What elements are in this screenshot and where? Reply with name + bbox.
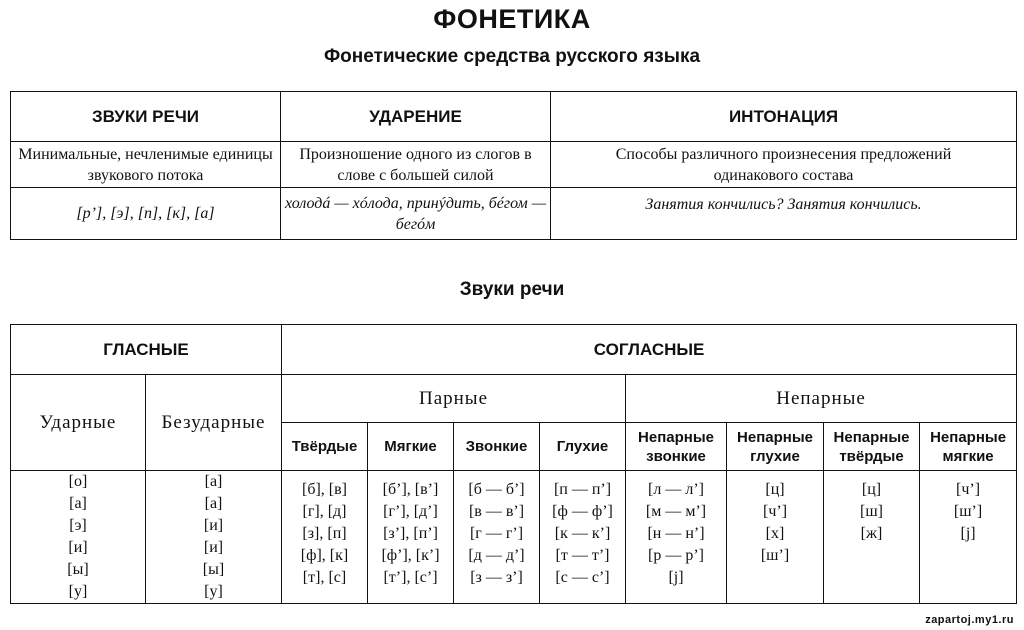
page-subtitle: Фонетические средства русского языка [323, 46, 701, 67]
sound-item: [н — н’] [647, 525, 705, 542]
vowels-header: ГЛАСНЫЕ [11, 325, 282, 375]
sound-item: [з’], [п’] [383, 525, 438, 542]
sound-item: [з — з’] [470, 569, 523, 586]
voiced-list [454, 471, 540, 604]
sound-item: [м — м’] [645, 503, 707, 520]
sound-item: [а] [204, 495, 223, 512]
phonetic-means-table [10, 91, 1017, 240]
desc-sounds: Минимальные, нечленимые единицы звукового потока [11, 142, 281, 188]
sound-item: [э] [69, 517, 87, 534]
sound-item: [ф’], [к’] [381, 547, 440, 564]
sound-item: [к — к’] [554, 525, 611, 542]
paired-header: Парные [282, 375, 626, 423]
sound-item: [ш] [860, 503, 883, 520]
unpaired-header: Непарные [626, 375, 1017, 423]
sound-item: [с — с’] [555, 569, 610, 586]
header-sounds: ЗВУКИ РЕЧИ [11, 92, 281, 142]
sound-item: [и] [68, 539, 88, 556]
sound-item: [г — г’] [469, 525, 524, 542]
col-header-unpaired-soft: Непарные мягкие [920, 423, 1017, 471]
unpaired-voiceless-list [727, 471, 824, 604]
col-header-unpaired-hard: Непарные твёрдые [824, 423, 920, 471]
sound-item: [ч’] [956, 481, 981, 498]
sound-item: [в — в’] [468, 503, 525, 520]
sound-item: [б — б’] [468, 481, 525, 498]
unpaired-voiced-list [626, 471, 727, 604]
sound-item: [т’], [с’] [383, 569, 438, 586]
sound-item: [о] [68, 473, 88, 490]
sound-item: [у] [68, 583, 88, 600]
unpaired-hard-list [824, 471, 920, 604]
sound-item: [ф — ф’] [552, 503, 613, 520]
col-header-unpaired-voiced: Непарные звонкие [626, 423, 727, 471]
sound-item: [ш’] [760, 547, 790, 564]
soft-list [368, 471, 454, 604]
sound-item: [ц] [765, 481, 785, 498]
sound-item: [ы] [202, 561, 225, 578]
sound-item: [ф], [к] [300, 547, 349, 564]
sound-item: [г], [д] [302, 503, 347, 520]
sound-item: [j] [960, 525, 976, 542]
example-sounds: [р’], [э], [п], [к], [а] [11, 188, 281, 240]
col-header-hard: Твёрдые [282, 423, 368, 471]
voiceless-list [540, 471, 626, 604]
sounds-title: Звуки речи [459, 279, 565, 300]
col-header-voiceless: Глухие [540, 423, 626, 471]
col-header-unpaired-voiceless: Непарные глухие [727, 423, 824, 471]
sound-item: [б], [в] [301, 481, 347, 498]
header-intonation: ИНТОНАЦИЯ [551, 92, 1017, 142]
sound-item: [д — д’] [468, 547, 525, 564]
speech-sounds-table [10, 324, 1017, 604]
sound-item: [з], [п] [302, 525, 347, 542]
sound-item: [ж] [860, 525, 883, 542]
header-stress: УДАРЕНИЕ [281, 92, 551, 142]
sound-item: [л — л’] [648, 481, 704, 498]
sound-item: [а] [69, 495, 87, 512]
sound-item: [у] [204, 583, 223, 600]
sound-item: [т], [с] [302, 569, 347, 586]
sound-item: [п — п’] [553, 481, 612, 498]
sound-item: [х] [765, 525, 785, 542]
sound-item: [ы] [67, 561, 89, 578]
unstressed-header: Безударные [146, 375, 282, 471]
sound-item: [а] [204, 473, 223, 490]
hard-list [282, 471, 368, 604]
sound-item: [ч’] [762, 503, 788, 520]
sound-item: [б’], [в’] [382, 481, 439, 498]
watermark: zapartoj.my1.ru [925, 614, 1014, 626]
page-title: ФОНЕТИКА [433, 4, 591, 34]
stressed-list [11, 471, 146, 604]
sound-item: [т — т’] [555, 547, 610, 564]
desc-intonation: Способы различного произнесения предложений одинакового состава [551, 142, 1017, 188]
col-header-soft: Мягкие [368, 423, 454, 471]
unpaired-soft-list [920, 471, 1017, 604]
sound-item: [ш’] [953, 503, 983, 520]
sound-item: [и] [203, 539, 224, 556]
col-header-voiced: Звонкие [454, 423, 540, 471]
example-stress: холодá — хóлода, принýдить, бéгом — бегóм [281, 188, 551, 240]
sound-item: [j] [668, 569, 684, 586]
desc-stress: Произношение одного из слогов в слове с большей силой [281, 142, 551, 188]
stressed-header: Ударные [11, 375, 146, 471]
consonants-header: СОГЛАСНЫЕ [282, 325, 1017, 375]
sound-item: [и] [203, 517, 224, 534]
sound-item: [р — р’] [648, 547, 704, 564]
sound-item: [г’], [д’] [383, 503, 438, 520]
unstressed-list [146, 471, 282, 604]
sound-item: [ц] [861, 481, 882, 498]
example-intonation: Занятия кончились? Занятия кончились. [551, 188, 1017, 240]
